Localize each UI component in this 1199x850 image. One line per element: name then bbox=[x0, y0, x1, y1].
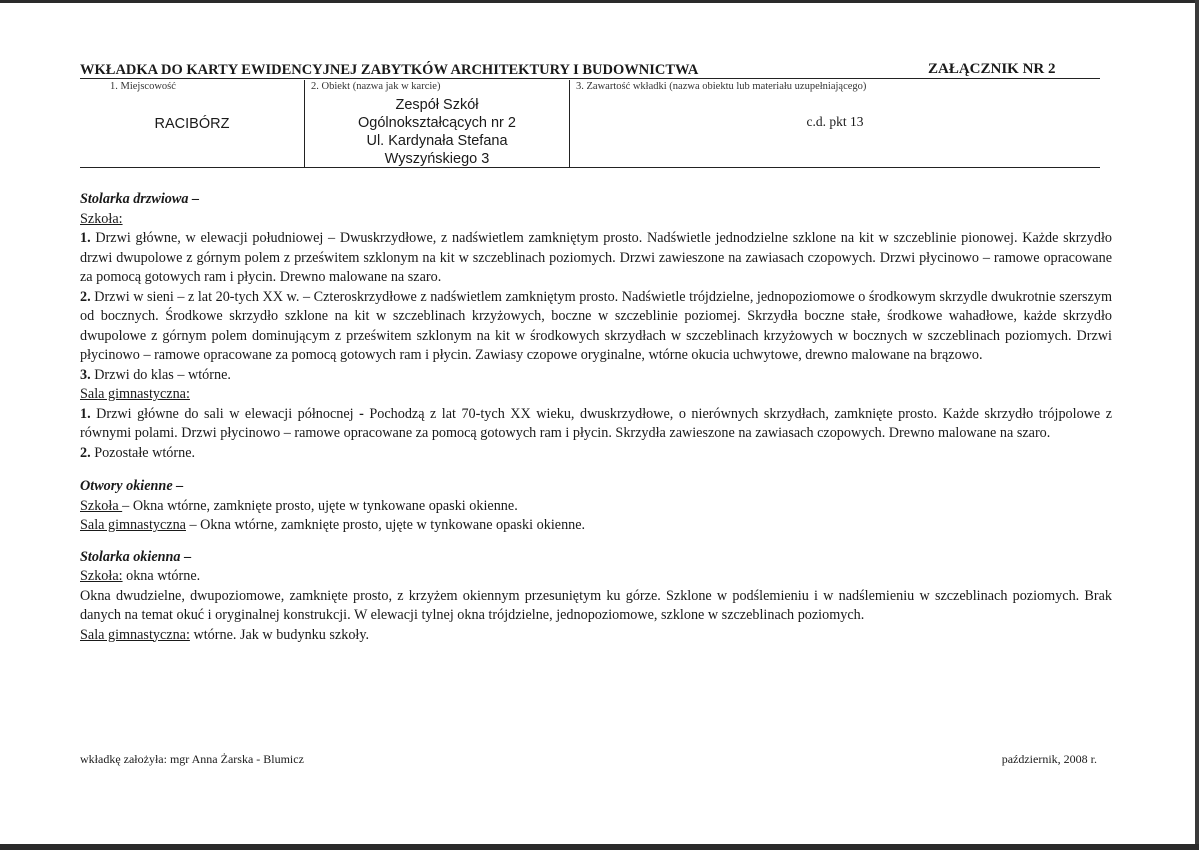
section-title-doors: Stolarka drzwiowa – bbox=[80, 191, 200, 207]
school-label: Szkoła: bbox=[80, 210, 123, 227]
meta-table bbox=[80, 80, 1100, 168]
object-cell bbox=[304, 80, 569, 168]
footer-author: wkładkę założyła: mgr Anna Żarska - Blumicz bbox=[80, 752, 304, 766]
footer-date: październik, 2008 r. bbox=[1001, 752, 1097, 766]
content-cell bbox=[569, 80, 1100, 168]
object-line: Zespół Szkół bbox=[395, 97, 479, 113]
object-line: Ul. Kardynała Stefana bbox=[366, 133, 508, 149]
item-number: 3. bbox=[80, 366, 91, 383]
gym-label: Sala gimnastyczna: bbox=[80, 626, 190, 643]
document-body bbox=[80, 190, 1112, 645]
content-label: 3. Zawartość wkładki (nazwa obiektu lub materiału uzupełniającego) bbox=[576, 81, 867, 92]
object-label: 2. Obiekt (nazwa jak w karcie) bbox=[311, 81, 441, 92]
document-title: WKŁADKA DO KARTY EWIDENCYJNEJ ZABYTKÓW ARCHITEKTURY I BUDOWNICTWA bbox=[80, 62, 699, 78]
object-line: Ogólnokształcących nr 2 bbox=[358, 115, 516, 131]
item-dash: - bbox=[359, 405, 364, 422]
windows-gym-text: wtórne. Jak w budynku szkoły. bbox=[189, 626, 370, 643]
windows-school bbox=[80, 567, 1112, 587]
openings-school-text: – Okna wtórne, zamknięte prosto, ujęte w tynkowane opaski okienne. bbox=[122, 497, 518, 514]
section-title-windows: Stolarka okienna – bbox=[80, 548, 192, 565]
item-text: Drzwi główne do sali w elewacji północnej bbox=[90, 405, 360, 422]
location-cell bbox=[80, 80, 304, 168]
scan-edge-bottom bbox=[0, 844, 1199, 850]
gym-label: Sala gimnastyczna bbox=[80, 517, 186, 533]
school-label: Szkoła bbox=[80, 497, 123, 514]
scan-edge-right bbox=[1195, 0, 1199, 850]
gym-item-2 bbox=[80, 444, 1112, 464]
location-label: 1. Miejscowość bbox=[110, 81, 176, 92]
item-number: 2. bbox=[80, 444, 91, 461]
openings-school bbox=[80, 497, 1112, 517]
gym-item-1 bbox=[80, 405, 1112, 444]
doors-item-3 bbox=[80, 366, 1112, 386]
windows-body: Okna dwudzielne, dwupoziomowe, zamknięte prosto, z krzyżem okiennym przesuniętym ku górze. Szklone w podślemieniu i w nadślemieniu w szczeblinach poziomych. Brak danych na temat okuć i oryginalnej konstrukcji. W elewacji tylnej okna trójdzielne, jednopoziomowe, szklone w szczeblinach poziomych. bbox=[80, 587, 1112, 623]
subsection-school bbox=[80, 210, 1112, 230]
school-label: Szkoła: bbox=[80, 568, 123, 584]
section-title-openings: Otwory okienne – bbox=[80, 478, 184, 494]
object-line: Wyszyńskiego 3 bbox=[384, 151, 490, 167]
doors-item-2 bbox=[80, 288, 1112, 366]
openings-gym bbox=[80, 516, 1112, 536]
header-rule bbox=[80, 78, 1100, 79]
item-text: Pochodzą z lat 70-tych XX wieku, dwuskrzydłowe, o nierównych skrzydłach, zamknięte prosto. Każde skrzydło trójpolowe z równymi polami. Drzwi płycinowo – ramowe opracowane za pomocą gotowych ram i płycin. Skrzydła zawieszone na zawiasach czopowych. Drewno malowane na szaro. bbox=[80, 405, 1112, 441]
gym-label: Sala gimnastyczna: bbox=[80, 386, 190, 402]
item-number: 1. bbox=[80, 405, 91, 422]
item-text: Pozostałe wtórne. bbox=[90, 444, 196, 461]
windows-school-text: okna wtórne. bbox=[122, 568, 201, 584]
content-value: c.d. pkt 13 bbox=[806, 114, 864, 129]
item-text: Drzwi główne, w elewacji południowej – Dwuskrzydłowe, z nadświetlem zamkniętym prosto. Nadświetle jednodzielne szklone na kit w szczeblinie pionowej. Każde skrzydło drzwi dwupolowe z górnym polem z prześwitem szklonym na kit w szczeblinach poziomych. Drzwi zawieszone na zawiasach czopowych. Drzwi płycinowo – ramowe opracowane za pomocą gotowych ram i płycin. Drewno malowane na szaro. bbox=[80, 230, 1112, 285]
object-value bbox=[305, 96, 569, 168]
item-number: 2. bbox=[80, 288, 91, 305]
item-text: Drzwi do klas – wtórne. bbox=[90, 366, 231, 383]
item-text: Drzwi w sieni – z lat 20-tych XX w. – Czteroskrzydłowe z nadświetlem zamkniętym prosto. Nadświetle trójdzielne, jednopoziomowe o środkowym skrzydle dwukrotnie szerszym od bocznych. Środkowe skrzydło szklone na kit w szczeblinach krzyżowych, boczne w szczeblinie poziomej. Skrzydła boczne stałe, środkowe wahadłowe, każde skrzydło dwupolowe z górnym polem dominującym z prześwitem szklonym na kit w środkowych skrzydłach w szczeblinach krzyżowych w bocznych w szczeblinach poziomych. Drzwi płycinowo – ramowe opracowane za pomocą gotowych ram i płycin. Zawiasy czopowe oryginalne, wtórne okucia uchwytowe, drewno malowane na brązowo. bbox=[80, 288, 1112, 363]
scan-edge-top bbox=[0, 0, 1199, 3]
windows-gym bbox=[80, 626, 1112, 646]
doors-item-1 bbox=[80, 229, 1112, 288]
item-number: 1. bbox=[80, 230, 91, 246]
openings-gym-text: – Okna wtórne, zamknięte prosto, ujęte w tynkowane opaski okienne. bbox=[185, 517, 586, 533]
subsection-gym bbox=[80, 385, 1112, 405]
location-value: RACIBÓRZ bbox=[154, 116, 230, 132]
annex-number: ZAŁĄCZNIK NR 2 bbox=[928, 61, 1056, 77]
